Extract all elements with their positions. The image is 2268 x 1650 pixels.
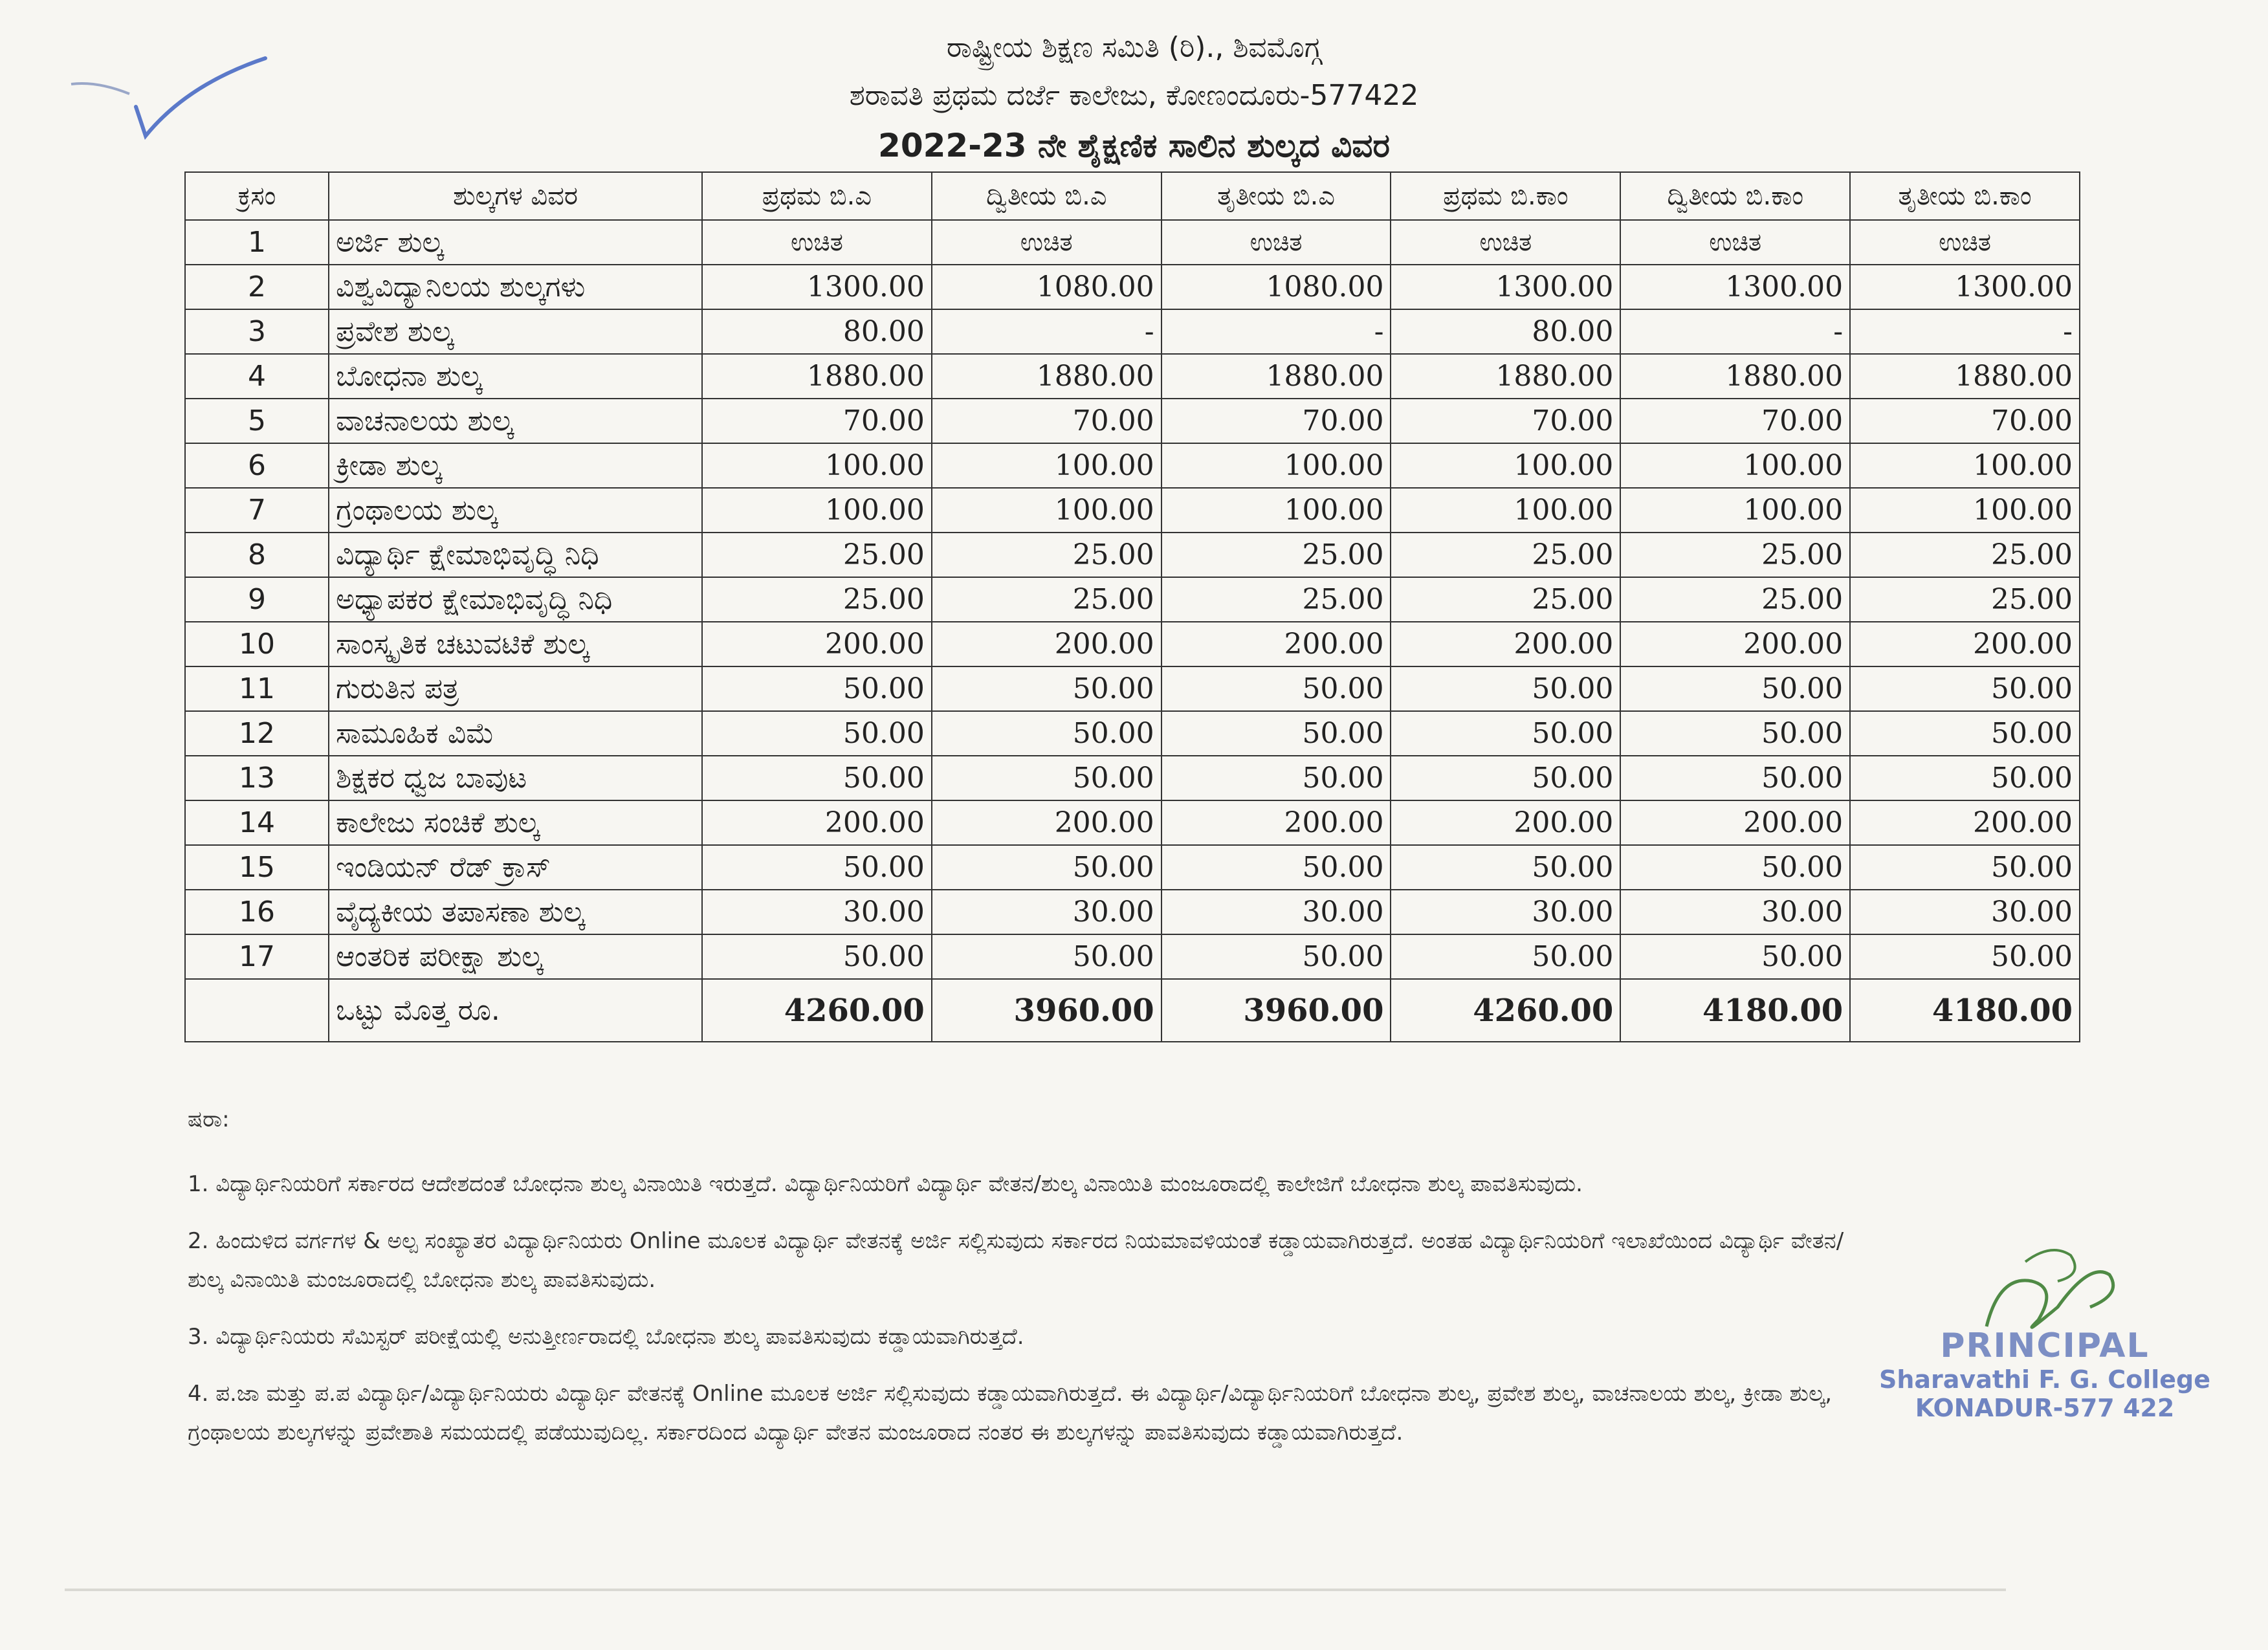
college-name: ಶರಾವತಿ ಪ್ರಥಮ ದರ್ಜೆ ಕಾಲೇಜು, ಕೋಣಂದೂರು-577422 <box>849 79 1419 112</box>
fee-description: ಶಿಕ್ಷಕರ ಧ್ವಜ ಬಾವುಟ <box>329 756 702 800</box>
table-row <box>185 934 2080 979</box>
fee-amount: 200.00 <box>932 622 1162 666</box>
note-item: 2. ಹಿಂದುಳಿದ ವರ್ಗಗಳ & ಅಲ್ಪ ಸಂಖ್ಯಾತರ ವಿದ್ಯಾರ್ಥಿನಿಯರು Online ಮೂಲಕ ವಿದ್ಯಾರ್ಥಿ ವೇತನಕ್ಕೆ ಅರ್ಜಿ ಸಲ್ಲಿಸುವುದು ಸರ್ಕಾರದ ನಿಯಮಾವಳಿಯಂತೆ ಕಡ್ಡಾಯವಾಗಿರುತ್ತದೆ. ಅಂತಹ ವಿದ್ಯಾರ್ಥಿನಿಯರಿಗೆ ಇಲಾಖೆಯಿಂದ ವಿದ್ಯಾರ್ಥಿ ವೇತನ/ಶುಲ್ಕ ವಿನಾಯಿತಿ ಮಂಜೂರಾದಲ್ಲಿ ಬೋಧನಾ ಶುಲ್ಕ ಪಾವತಿಸುವುದು. <box>188 1228 1844 1293</box>
fee-amount: 1880.00 <box>932 354 1162 399</box>
fee-amount: 50.00 <box>702 934 932 979</box>
table-row <box>185 756 2080 800</box>
fee-amount: - <box>1162 309 1391 354</box>
fee-amount: ಉಚಿತ <box>1850 220 2080 265</box>
seal-address: KONADUR-577 422 <box>1915 1394 2175 1422</box>
fee-amount: 200.00 <box>1162 622 1391 666</box>
note-item: 1. ವಿದ್ಯಾರ್ಥಿನಿಯರಿಗೆ ಸರ್ಕಾರದ ಆದೇಶದಂತೆ ಬೋಧನಾ ಶುಲ್ಕ ವಿನಾಯಿತಿ ಇರುತ್ತದೆ. ವಿದ್ಯಾರ್ಥಿನಿಯರಿಗೆ ವಿದ್ಯಾರ್ಥಿ ವೇತನ/ಶುಲ್ಕ ವಿನಾಯಿತಿ ಮಂಜೂರಾದಲ್ಲಿ ಕಾಲೇಜಿಗೆ ಬೋಧನಾ ಶುಲ್ಕ ಪಾವತಿಸುವುದು. <box>188 1171 1583 1197</box>
fee-amount: 100.00 <box>932 443 1162 488</box>
serial-number: 5 <box>185 399 329 443</box>
serial-number: 12 <box>185 711 329 756</box>
fee-amount: 25.00 <box>702 533 932 577</box>
note-item: 4. ಪ.ಜಾ ಮತ್ತು ಪ.ಪ ವಿದ್ಯಾರ್ಥಿ/ವಿದ್ಯಾರ್ಥಿನಿಯರು ವಿದ್ಯಾರ್ಥಿ ವೇತನಕ್ಕೆ Online ಮೂಲಕ ಅರ್ಜಿ ಸಲ್ಲಿಸುವುದು ಕಡ್ಡಾಯವಾಗಿರುತ್ತದೆ. ಈ ವಿದ್ಯಾರ್ಥಿ/ವಿದ್ಯಾರ್ಥಿನಿಯರಿಗೆ ಬೋಧನಾ ಶುಲ್ಕ, ಪ್ರವೇಶ ಶುಲ್ಕ, ವಾಚನಾಲಯ ಶುಲ್ಕ, ಕ್ರೀಡಾ ಶುಲ್ಕ, ಗ್ರಂಥಾಲಯ ಶುಲ್ಕಗಳನ್ನು ಪ್ರವೇಶಾತಿ ಸಮಯದಲ್ಲಿ ಪಡೆಯುವುದಿಲ್ಲ. ಸರ್ಕಾರದಿಂದ ವಿದ್ಯಾರ್ಥಿ ವೇತನ ಮಂಜೂರಾದ ನಂತರ ಈ ಶುಲ್ಕಗಳನ್ನು ಪಾವತಿಸುವುದು ಕಡ್ಡಾಯವಾಗಿರುತ್ತದೆ. <box>188 1381 1833 1446</box>
serial-number: 10 <box>185 622 329 666</box>
fee-amount: 3960.00 <box>932 979 1162 1042</box>
column-header: ದ್ವಿತೀಯ ಬಿ.ಎ <box>932 172 1162 220</box>
fee-amount: 50.00 <box>702 666 932 711</box>
fee-description: ಸಾಮೂಹಿಕ ವಿಮೆ <box>329 711 702 756</box>
fee-amount: 30.00 <box>932 890 1162 934</box>
fee-amount: 50.00 <box>1620 934 1850 979</box>
fee-amount: 70.00 <box>1162 399 1391 443</box>
fee-amount: 50.00 <box>1620 845 1850 890</box>
fee-amount: 30.00 <box>1391 890 1620 934</box>
fee-amount: 30.00 <box>1162 890 1391 934</box>
fee-amount: 200.00 <box>702 800 932 845</box>
fee-amount: 1880.00 <box>1850 354 2080 399</box>
fee-amount: 70.00 <box>1620 399 1850 443</box>
fee-amount: 25.00 <box>1162 577 1391 622</box>
fee-amount: 200.00 <box>702 622 932 666</box>
fee-amount: 70.00 <box>1391 399 1620 443</box>
fee-amount: 50.00 <box>1391 845 1620 890</box>
fee-amount: 1880.00 <box>1391 354 1620 399</box>
column-header: ಪ್ರಥಮ ಬಿ.ಎ <box>702 172 932 220</box>
table-row <box>185 488 2080 533</box>
serial-number: 6 <box>185 443 329 488</box>
table-row <box>185 265 2080 309</box>
seal-college: Sharavathi F. G. College <box>1878 1365 2211 1394</box>
fee-amount: 200.00 <box>1162 800 1391 845</box>
signature-icon <box>1961 1236 2129 1339</box>
fee-amount: 50.00 <box>702 711 932 756</box>
table-header-row <box>185 172 2080 220</box>
fee-amount: 50.00 <box>932 756 1162 800</box>
fee-amount: 25.00 <box>1620 577 1850 622</box>
fee-amount: 4260.00 <box>1391 979 1620 1042</box>
fee-amount: 100.00 <box>1620 488 1850 533</box>
fee-amount: ಉಚಿತ <box>702 220 932 265</box>
table-row <box>185 533 2080 577</box>
fee-amount: 1300.00 <box>1391 265 1620 309</box>
fee-amount: 50.00 <box>1162 934 1391 979</box>
fee-amount: 50.00 <box>932 845 1162 890</box>
serial-number: 13 <box>185 756 329 800</box>
serial-number: 4 <box>185 354 329 399</box>
notes-label: ಷರಾ: <box>188 1106 230 1132</box>
fee-amount: 70.00 <box>1850 399 2080 443</box>
fee-amount: 50.00 <box>932 711 1162 756</box>
fee-description: ಗುರುತಿನ ಪತ್ರ <box>329 666 702 711</box>
serial-number: 16 <box>185 890 329 934</box>
fee-amount: ಉಚಿತ <box>932 220 1162 265</box>
fee-description: ವಿಶ್ವವಿದ್ಯಾನಿಲಯ ಶುಲ್ಕಗಳು <box>329 265 702 309</box>
fee-amount: 4180.00 <box>1620 979 1850 1042</box>
fee-amount: 50.00 <box>1391 756 1620 800</box>
fee-amount: 1300.00 <box>1850 265 2080 309</box>
fee-description: ವೈದ್ಯಕೀಯ ತಪಾಸಣಾ ಶುಲ್ಕ <box>329 890 702 934</box>
table-row <box>185 354 2080 399</box>
fee-amount: 200.00 <box>1391 800 1620 845</box>
fee-amount: 1880.00 <box>1620 354 1850 399</box>
serial-number: 1 <box>185 220 329 265</box>
fee-amount: 4260.00 <box>702 979 932 1042</box>
table-row <box>185 622 2080 666</box>
fee-description: ಕ್ರೀಡಾ ಶುಲ್ಕ <box>329 443 702 488</box>
serial-number: 2 <box>185 265 329 309</box>
fee-amount: 25.00 <box>1850 577 2080 622</box>
fee-amount: ಉಚಿತ <box>1620 220 1850 265</box>
fee-amount: 50.00 <box>1391 711 1620 756</box>
table-row <box>185 890 2080 934</box>
fee-amount: 70.00 <box>932 399 1162 443</box>
serial-number: 3 <box>185 309 329 354</box>
fee-amount: 50.00 <box>1850 756 2080 800</box>
note-item: 3. ವಿದ್ಯಾರ್ಥಿನಿಯರು ಸೆಮಿಸ್ಟರ್ ಪರೀಕ್ಷೆಯಲ್ಲಿ ಅನುತ್ತೀರ್ಣರಾದಲ್ಲಿ ಬೋಧನಾ ಶುಲ್ಕ ಪಾವತಿಸುವುದು ಕಡ್ಡಾಯವಾಗಿರುತ್ತದೆ. <box>188 1324 1024 1350</box>
column-header: ತೃತೀಯ ಬಿ.ಕಾಂ <box>1850 172 2080 220</box>
fee-amount: 80.00 <box>702 309 932 354</box>
fee-amount: 50.00 <box>1162 666 1391 711</box>
page-title: 2022-23 ನೇ ಶೈಕ್ಷಣಿಕ ಸಾಲಿನ ಶುಲ್ಕದ ವಿವರ <box>878 127 1390 164</box>
serial-number: 9 <box>185 577 329 622</box>
fee-amount: 4180.00 <box>1850 979 2080 1042</box>
fee-amount: ಉಚಿತ <box>1391 220 1620 265</box>
fee-amount: 50.00 <box>1162 845 1391 890</box>
fee-amount: 50.00 <box>1850 845 2080 890</box>
fee-amount: - <box>1850 309 2080 354</box>
fee-amount: 100.00 <box>1850 488 2080 533</box>
fee-amount: 1880.00 <box>702 354 932 399</box>
fee-description: ವಾಚನಾಲಯ ಶುಲ್ಕ <box>329 399 702 443</box>
fee-amount: 200.00 <box>932 800 1162 845</box>
fee-amount: 1300.00 <box>702 265 932 309</box>
serial-number: 15 <box>185 845 329 890</box>
fee-amount: 50.00 <box>1620 711 1850 756</box>
fee-description: ಕಾಲೇಜು ಸಂಚಿಕೆ ಶುಲ್ಕ <box>329 800 702 845</box>
serial-number <box>185 979 329 1042</box>
fee-amount: 25.00 <box>932 533 1162 577</box>
fee-amount: 25.00 <box>932 577 1162 622</box>
fee-description: ಇಂಡಿಯನ್ ರೆಡ್ ಕ್ರಾಸ್ <box>329 845 702 890</box>
table-row <box>185 309 2080 354</box>
table-row <box>185 711 2080 756</box>
fee-amount: 80.00 <box>1391 309 1620 354</box>
fee-amount: 200.00 <box>1850 622 2080 666</box>
fee-amount: 50.00 <box>1620 666 1850 711</box>
fee-amount: 1080.00 <box>932 265 1162 309</box>
table-row <box>185 845 2080 890</box>
fee-amount: 50.00 <box>1391 934 1620 979</box>
fee-amount: 50.00 <box>702 845 932 890</box>
fee-amount: 100.00 <box>1620 443 1850 488</box>
fee-amount: 200.00 <box>1850 800 2080 845</box>
fee-amount: 200.00 <box>1391 622 1620 666</box>
table-row <box>185 577 2080 622</box>
fee-amount: 50.00 <box>1162 756 1391 800</box>
society-name: ರಾಷ್ಟ್ರೀಯ ಶಿಕ್ಷಣ ಸಮಿತಿ (ರಿ)., ಶಿವಮೊಗ್ಗ <box>946 31 1322 64</box>
fee-amount: 100.00 <box>702 443 932 488</box>
fee-description: ಒಟ್ಟು ಮೊತ್ತ ರೂ. <box>329 979 702 1042</box>
fee-description: ಅರ್ಜಿ ಶುಲ್ಕ <box>329 220 702 265</box>
fee-amount: 25.00 <box>1162 533 1391 577</box>
fee-amount: 100.00 <box>1162 488 1391 533</box>
serial-number: 7 <box>185 488 329 533</box>
total-row <box>185 979 2080 1042</box>
fee-amount: 50.00 <box>1391 666 1620 711</box>
fee-description: ಪ್ರವೇಶ ಶುಲ್ಕ <box>329 309 702 354</box>
fee-amount: 100.00 <box>1162 443 1391 488</box>
fee-amount: 25.00 <box>702 577 932 622</box>
fee-amount: 200.00 <box>1620 622 1850 666</box>
fee-amount: 100.00 <box>1391 443 1620 488</box>
fee-amount: 50.00 <box>932 934 1162 979</box>
column-header: ತೃತೀಯ ಬಿ.ಎ <box>1162 172 1391 220</box>
table-row <box>185 399 2080 443</box>
fee-amount: 25.00 <box>1391 533 1620 577</box>
fee-table <box>184 171 2080 1042</box>
fee-amount: 3960.00 <box>1162 979 1391 1042</box>
serial-number: 17 <box>185 934 329 979</box>
fee-amount: 30.00 <box>702 890 932 934</box>
fee-amount: 50.00 <box>932 666 1162 711</box>
fee-amount: ಉಚಿತ <box>1162 220 1391 265</box>
fee-amount: 50.00 <box>1620 756 1850 800</box>
fee-amount: 50.00 <box>1850 711 2080 756</box>
fee-amount: 50.00 <box>1850 666 2080 711</box>
fee-amount: 1880.00 <box>1162 354 1391 399</box>
serial-number: 11 <box>185 666 329 711</box>
fee-amount: 100.00 <box>932 488 1162 533</box>
fee-amount: 25.00 <box>1391 577 1620 622</box>
column-header: ಶುಲ್ಕಗಳ ವಿವರ <box>329 172 702 220</box>
fee-description: ಆಂತರಿಕ ಪರೀಕ್ಷಾ ಶುಲ್ಕ <box>329 934 702 979</box>
fee-amount: 100.00 <box>1850 443 2080 488</box>
fee-amount: - <box>932 309 1162 354</box>
fee-description: ಸಾಂಸ್ಕೃತಿಕ ಚಟುವಟಿಕೆ ಶುಲ್ಕ <box>329 622 702 666</box>
principal-seal <box>1857 1236 2232 1422</box>
fee-amount: 1300.00 <box>1620 265 1850 309</box>
column-header: ಪ್ರಥಮ ಬಿ.ಕಾಂ <box>1391 172 1620 220</box>
fee-table-body <box>185 220 2080 1042</box>
table-row <box>185 443 2080 488</box>
fee-description: ವಿದ್ಯಾರ್ಥಿ ಕ್ಷೇಮಾಭಿವೃದ್ಧಿ ನಿಧಿ <box>329 533 702 577</box>
fee-amount: 50.00 <box>1162 711 1391 756</box>
table-row <box>185 220 2080 265</box>
fee-description: ಅಧ್ಯಾಪಕರ ಕ್ಷೇಮಾಭಿವೃದ್ಧಿ ನಿಧಿ <box>329 577 702 622</box>
table-row <box>185 800 2080 845</box>
fee-amount: 1080.00 <box>1162 265 1391 309</box>
fee-amount: 100.00 <box>1391 488 1620 533</box>
column-header: ಕ್ರಸಂ <box>185 172 329 220</box>
notes-section <box>188 1100 1844 1470</box>
fee-description: ಬೋಧನಾ ಶುಲ್ಕ <box>329 354 702 399</box>
fee-amount: 25.00 <box>1620 533 1850 577</box>
table-row <box>185 666 2080 711</box>
fee-amount: 50.00 <box>702 756 932 800</box>
serial-number: 14 <box>185 800 329 845</box>
fee-amount: - <box>1620 309 1850 354</box>
fee-description: ಗ್ರಂಥಾಲಯ ಶುಲ್ಕ <box>329 488 702 533</box>
fee-amount: 50.00 <box>1850 934 2080 979</box>
column-header: ದ್ವಿತೀಯ ಬಿ.ಕಾಂ <box>1620 172 1850 220</box>
fee-amount: 70.00 <box>702 399 932 443</box>
page-bottom-rule <box>65 1589 2006 1591</box>
fee-amount: 200.00 <box>1620 800 1850 845</box>
fee-amount: 30.00 <box>1850 890 2080 934</box>
fee-amount: 30.00 <box>1620 890 1850 934</box>
serial-number: 8 <box>185 533 329 577</box>
fee-amount: 100.00 <box>702 488 932 533</box>
seal-title: PRINCIPAL <box>1940 1326 2150 1365</box>
fee-amount: 25.00 <box>1850 533 2080 577</box>
